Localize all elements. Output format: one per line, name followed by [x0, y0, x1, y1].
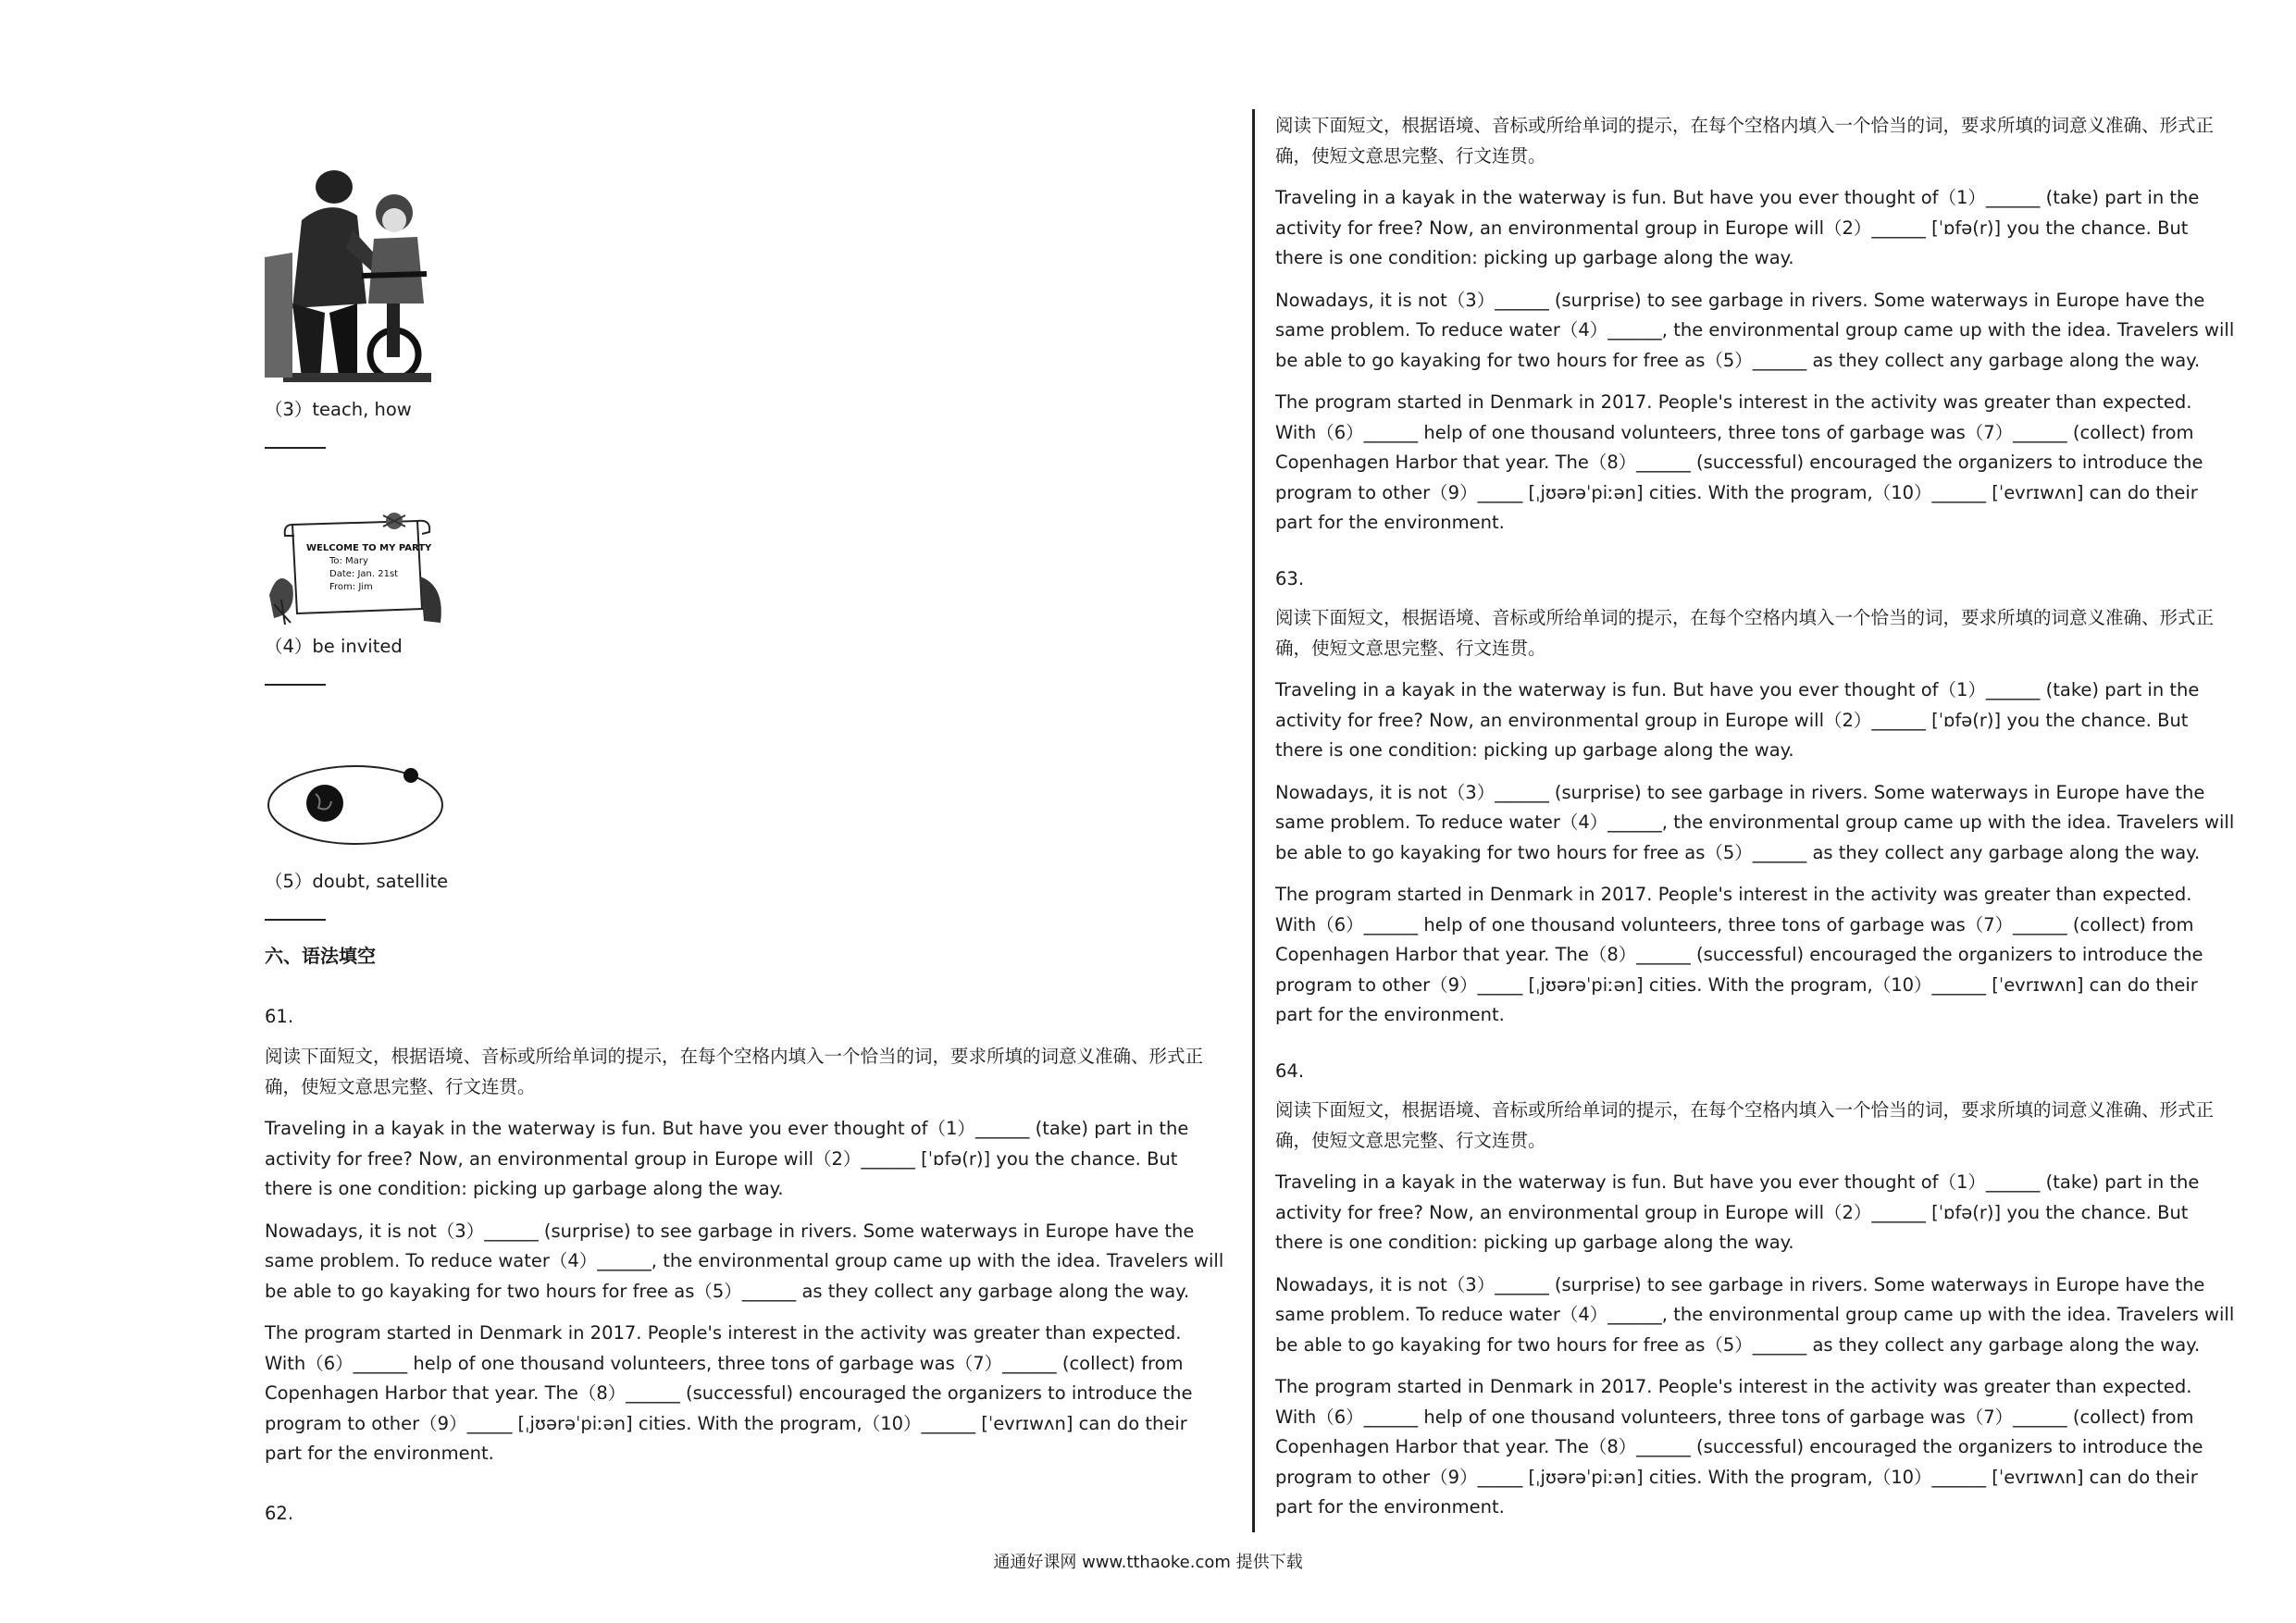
column-divider [1252, 109, 1255, 1532]
passage-paragraph-3: The program started in Denmark in 2017. People's interest in the activity was greater than expected. With（6）______ help of one thousand volunteers, three tons of garbage was（7）______ (collect) from Copenhagen Harbor that year. The（8）______ (successful) encouraged the organizers to introduce the program to other（9）_____ [ˌjʊərəˈpiːən] cities. With the program,（10）______ [ˈevrɪwʌn] can do their part for the environment. [1275, 884, 2203, 1025]
card-line-1: WELCOME TO MY PARTY [306, 543, 432, 553]
passage-paragraph-2: Nowadays, it is not（3）______ (surprise) to see garbage in rivers. Some waterways in Europe have the same problem. To reduce water（4）______, the environmental group came up with the idea. Travelers will be able to go kayaking for two hours for free as（5）______ as they collect any garbage along the way. [1275, 1273, 2235, 1356]
passage-paragraph-3: The program started in Denmark in 2017. People's interest in the activity was greater than expected. With（6）______ help of one thousand volunteers, three tons of garbage was（7）______ (collect) from Copenhagen Harbor that year. The（8）______ (successful) encouraged the organizers to introduce the program to other（9）_____ [ˌjʊərəˈpiːən] cities. With the program,（10）______ [ˈevrɪwʌn] can do their part for the environment. [265, 1322, 1193, 1464]
passage-paragraph-3: The program started in Denmark in 2017. People's interest in the activity was greater than expected. With（6）______ help of one thousand volunteers, three tons of garbage was（7）______ (collect) from Copenhagen Harbor that year. The（8）______ (successful) encouraged the organizers to introduce the program to other（9）_____ [ˌjʊərəˈpiːən] cities. With the program,（10）______ [ˈevrɪwʌn] can do their part for the environment. [1275, 1376, 2203, 1518]
passage-instruction: 阅读下面短文，根据语境、音标或所给单词的提示，在每个空格内填入一个恰当的词，要求所填的词意义准确、形式正确，使短文意思完整、行文连贯。 [1275, 607, 2215, 659]
passage-paragraph-1: Traveling in a kayak in the waterway is fun. But have you ever thought of（1）______ (take) part in the activity for free? Now, an environmental group in Europe will（2）______ [ˈɒfə(r)] you the chance. But there is one condition: picking up garbage along the way. [1275, 679, 2200, 761]
question-64-passage [1275, 1096, 2238, 1535]
q3-caption: （3）teach, how [265, 399, 412, 420]
passage-instruction: 阅读下面短文，根据语境、音标或所给单词的提示，在每个空格内填入一个恰当的词，要求所填的词意义准确、形式正确，使短文意思完整、行文连贯。 [265, 1046, 1204, 1097]
card-line-3: Date: Jan. 21st [329, 569, 399, 579]
q3-answer-line[interactable] [265, 447, 326, 449]
question-61-passage [265, 1042, 1227, 1481]
passage-paragraph-1: Traveling in a kayak in the waterway is fun. But have you ever thought of（1）______ (take) part in the activity for free? Now, an environmental group in Europe will（2）______ [ˈɒfə(r)] you the chance. But there is one condition: picking up garbage along the way. [265, 1118, 1189, 1199]
section-title: 六、语法填空 [265, 945, 376, 967]
question-64-number: 64. [1275, 1060, 1305, 1082]
passage-paragraph-2: Nowadays, it is not（3）______ (surprise) to see garbage in rivers. Some waterways in Europe have the same problem. To reduce water（4）______, the environmental group came up with the idea. Travelers will be able to go kayaking for two hours for free as（5）______ as they collect any garbage along the way. [1275, 781, 2235, 863]
question-61-number: 61. [265, 1006, 294, 1027]
q4-caption: （4）be invited [265, 636, 403, 657]
passage-paragraph-2: Nowadays, it is not（3）______ (surprise) to see garbage in rivers. Some waterways in Europe have the same problem. To reduce water（4）______, the environmental group came up with the idea. Travelers will be able to go kayaking for two hours for free as（5）______ as they collect any garbage along the way. [1275, 289, 2235, 371]
question-62-passage [1275, 111, 2238, 551]
card-line-2: To: Mary [329, 556, 368, 566]
bike-teaching-image [265, 165, 450, 385]
card-line-4: From: Jim [329, 582, 373, 592]
passage-paragraph-1: Traveling in a kayak in the waterway is fun. But have you ever thought of（1）______ (take) part in the activity for free? Now, an environmental group in Europe will（2）______ [ˈɒfə(r)] you the chance. But there is one condition: picking up garbage along the way. [1275, 1171, 2200, 1253]
q4-answer-line[interactable] [265, 684, 326, 686]
question-63-number: 63. [1275, 568, 1305, 589]
question-63-passage [1275, 603, 2238, 1043]
passage-paragraph-3: The program started in Denmark in 2017. People's interest in the activity was greater than expected. With（6）______ help of one thousand volunteers, three tons of garbage was（7）______ (collect) from Copenhagen Harbor that year. The（8）______ (successful) encouraged the organizers to introduce the program to other（9）_____ [ˌjʊərəˈpiːən] cities. With the program,（10）______ [ˈevrɪwʌn] can do their part for the environment. [1275, 391, 2203, 533]
satellite-orbit-image [265, 757, 450, 859]
passage-paragraph-1: Traveling in a kayak in the waterway is fun. But have you ever thought of（1）______ (take) part in the activity for free? Now, an environmental group in Europe will（2）______ [ˈɒfə(r)] you the chance. But there is one condition: picking up garbage along the way. [1275, 187, 2200, 268]
party-card-image [265, 512, 450, 630]
q5-answer-line[interactable] [265, 919, 326, 921]
q5-caption: （5）doubt, satellite [265, 871, 449, 892]
passage-instruction: 阅读下面短文，根据语境、音标或所给单词的提示，在每个空格内填入一个恰当的词，要求所填的词意义准确、形式正确，使短文意思完整、行文连贯。 [1275, 1099, 2215, 1151]
passage-instruction: 阅读下面短文，根据语境、音标或所给单词的提示，在每个空格内填入一个恰当的词，要求所填的词意义准确、形式正确，使短文意思完整、行文连贯。 [1275, 115, 2215, 167]
passage-paragraph-2: Nowadays, it is not（3）______ (surprise) to see garbage in rivers. Some waterways in Europe have the same problem. To reduce water（4）______, the environmental group came up with the idea. Travelers will be able to go kayaking for two hours for free as（5）______ as they collect any garbage along the way. [265, 1220, 1224, 1302]
question-62-number: 62. [265, 1503, 294, 1524]
page-footer: 通通好课网 www.tthaoke.com 提供下载 [993, 1553, 1303, 1572]
